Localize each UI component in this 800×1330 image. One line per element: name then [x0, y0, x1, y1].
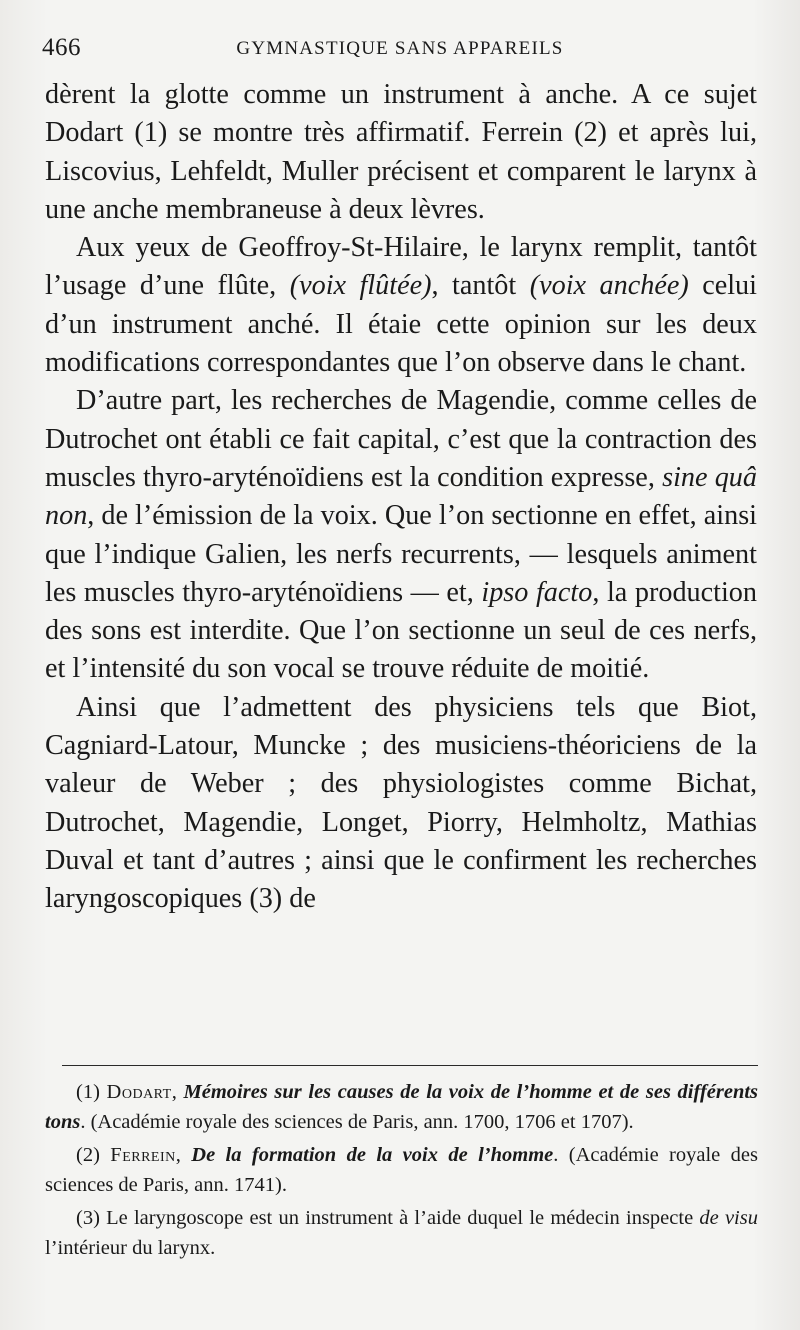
paragraph-3-text-1: D’autre part, les recherches de Magendie, comme celles de Dutrochet ont établi ce fait capital, c’est que la contraction des muscles thyro-aryténoïdiens est la condition expresse,: [45, 385, 757, 493]
footnote-1-number: (1): [76, 1081, 107, 1103]
footnote-2-source: . (Académie royale des sciences de Paris, ann. 1741).: [45, 1144, 758, 1196]
footnote-1-author: Dodart: [106, 1081, 172, 1103]
footnotes: [45, 1078, 758, 1263]
page-header: [42, 34, 758, 64]
footnote-2-author: Ferrein: [110, 1144, 176, 1166]
paragraph-4-text: Ainsi que l’admettent des physiciens tels que Biot, Cagniard-Latour, Muncke ; des musiciens-théoriciens de la valeur de Weber ; des physiologistes comme Bichat, Dutrochet, Magendie, Longet, Piorry, Helmholtz, Mathias Duval et tant d’autres ; ainsi que le confirment les recherches laryngoscopiques (3) de: [45, 691, 757, 915]
footnote-2-number: (2): [76, 1144, 111, 1166]
footnote-1-separator: ,: [171, 1081, 184, 1103]
paragraph-1: [45, 76, 757, 229]
footnote-2-separator: ,: [175, 1144, 192, 1166]
paragraph-2: [45, 229, 757, 382]
footnote-3-italic: de visu: [699, 1207, 758, 1229]
paragraph-3-text-3: , la production des sons est interdite. Que l’on sectionne un seul de ces nerfs, et l’intensité du son vocal se trouve réduite de moitié.: [45, 576, 757, 685]
paragraph-3-text-2: , de l’émission de la voix. Que l’on sectionne en effet, ainsi que l’indique Galien, les nerfs recurrents, — lesquels animent les muscles thyro-aryténoïdiens — et,: [45, 500, 757, 608]
running-title: GYMNASTIQUE SANS APPAREILS: [236, 38, 564, 59]
footnote-1-source: . (Académie royale des sciences de Paris, ann. 1700, 1706 et 1707).: [80, 1110, 634, 1133]
paragraph-3-italic-2: ipso facto: [481, 576, 593, 608]
paragraph-3: [45, 382, 757, 688]
footnote-1: [45, 1078, 758, 1137]
paragraph-2-text-2: , tantôt: [431, 270, 530, 302]
paragraph-3-italic-1: sine quâ non: [45, 461, 757, 532]
footnote-3-text-2: l’intérieur du larynx.: [45, 1236, 216, 1259]
paragraph-1-text: dèrent la glotte comme un instrument à anche. A ce sujet Dodart (1) se montre très affirmatif. Ferrein (2) et après lui, Liscovius, Lehfeldt, Muller précisent et comparent le larynx à une anche membraneuse à deux lèvres.: [45, 79, 757, 225]
main-text: [45, 76, 757, 919]
page-number: 466: [42, 34, 81, 61]
footnote-separator: [62, 1065, 758, 1066]
paragraph-4: [45, 689, 757, 919]
footnote-1-title: Mémoires sur les causes de la voix de l’homme et de ses différents tons: [45, 1081, 759, 1133]
paragraph-2-italic-2: (voix anchée): [529, 270, 689, 302]
footnote-2-title: De la formation de la voix de l’homme: [191, 1144, 554, 1166]
paragraph-2-text-1: Aux yeux de Geoffroy-St-Hilaire, le larynx remplit, tantôt l’usage d’une flûte,: [45, 232, 757, 302]
footnote-3-text-1: (3) Le laryngoscope est un instrument à l’aide duquel le médecin inspecte: [76, 1207, 700, 1229]
footnote-2: [45, 1141, 758, 1200]
paragraph-2-text-3: celui d’un instrument anché. Il étaie cette opinion sur les deux modifications correspondantes que l’on observe dans le chant.: [45, 270, 757, 379]
footnote-3: [45, 1204, 758, 1263]
paragraph-2-italic-1: (voix flûtée): [289, 270, 432, 302]
